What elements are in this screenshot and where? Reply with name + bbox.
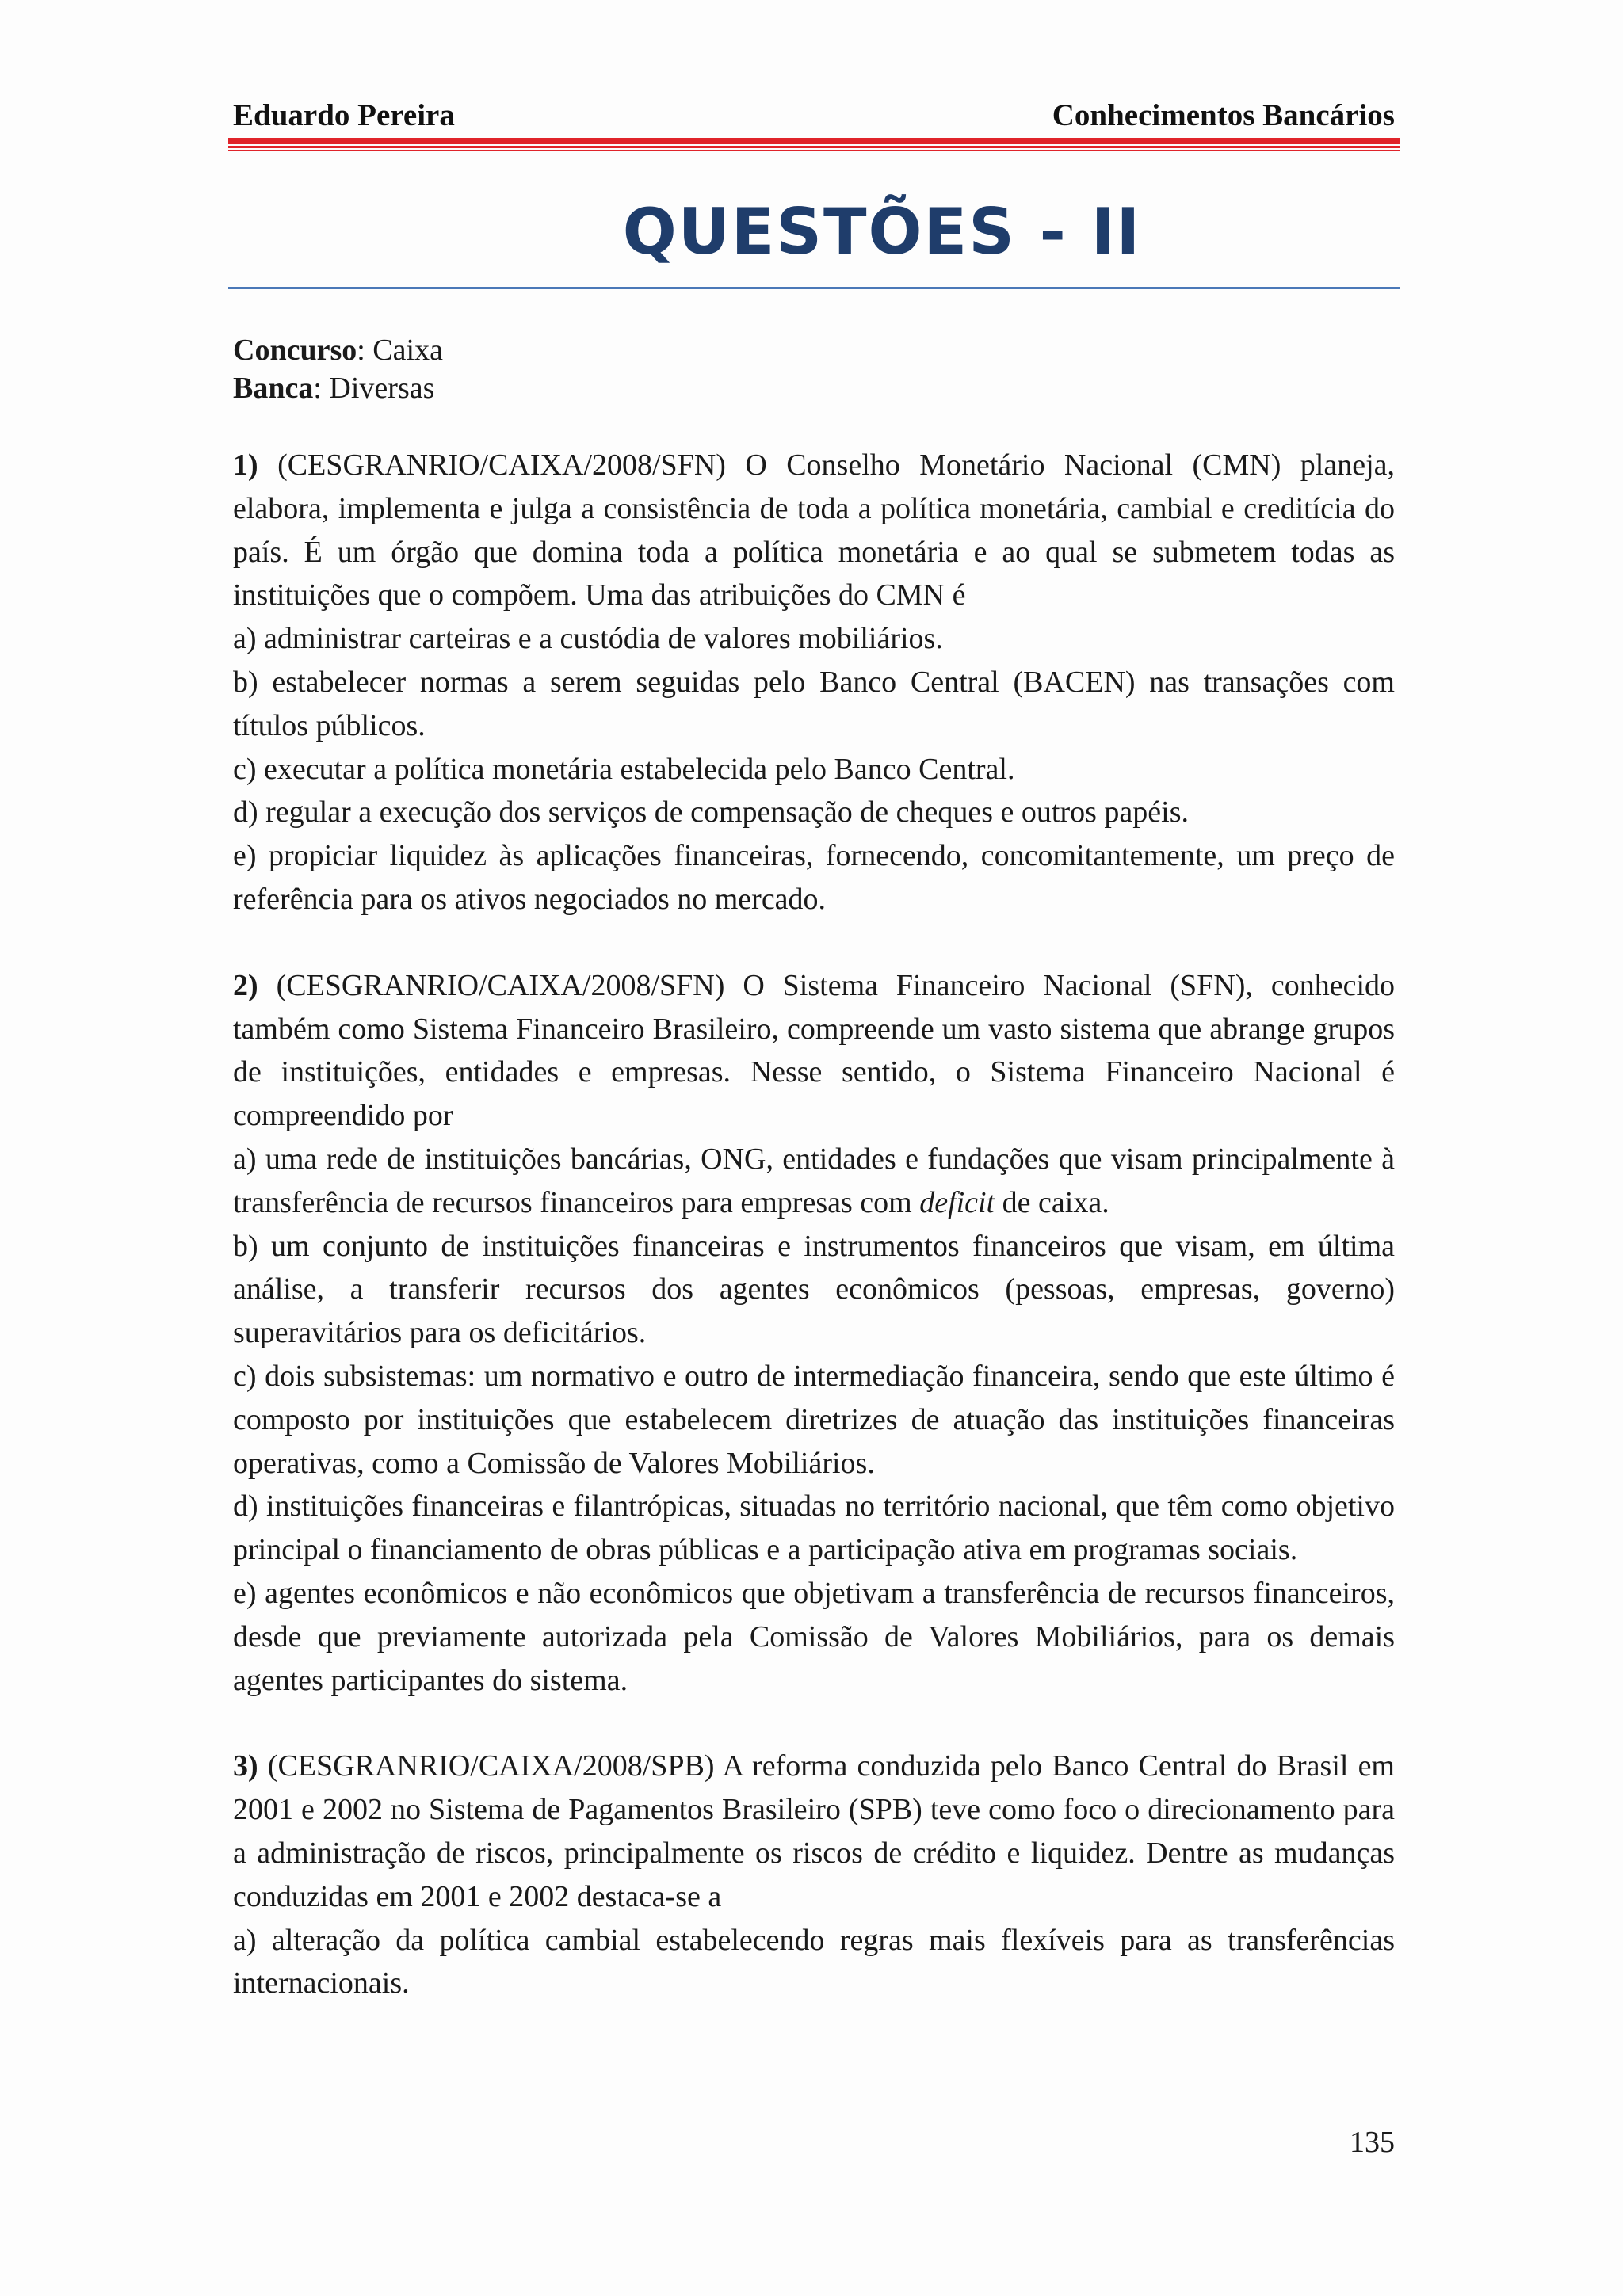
header-rule-thick bbox=[228, 138, 1400, 144]
option-c: c) executar a política monetária estabelecida pelo Banco Central. bbox=[233, 752, 1015, 786]
question-stem bbox=[233, 444, 1395, 617]
option-a-text: a) uma rede de instituições bancárias, ONG, entidades e fundações que visam principalmente à transferência de recursos financeiros para empresas com bbox=[233, 1142, 1395, 1219]
option-a-text-end: de caixa. bbox=[995, 1185, 1109, 1219]
banca-label: Banca bbox=[233, 372, 314, 405]
option-a: a) alteração da política cambial estabelecendo regras mais flexíveis para as transferências internacionais. bbox=[233, 1923, 1395, 2000]
option-a: a) administrar carteiras e a custódia de valores mobiliários. bbox=[233, 622, 943, 656]
page-number: 135 bbox=[1350, 2126, 1395, 2159]
option-c: c) dois subsistemas: um normativo e outro de intermediação financeira, sendo que este último é composto por instituições que estabelecem diretrizes de atuação das instituições financeiras operativas, como a Comissão de Valores Mobiliários. bbox=[233, 1359, 1395, 1480]
header-rule-thin bbox=[228, 150, 1400, 151]
option-e: e) propiciar liquidez às aplicações financeiras, fornecendo, concomitantemente, um preço de referência para os ativos negociados no mercado. bbox=[233, 839, 1395, 916]
question-stem bbox=[233, 1745, 1395, 1918]
question-stem bbox=[233, 964, 1395, 1138]
option-a bbox=[233, 1138, 1395, 1225]
question-text: (CESGRANRIO/CAIXA/2008/SPB) A reforma conduzida pelo Banco Central do Brasil em 2001 e 2002 no Sistema de Pagamentos Brasileiro (SPB) teve como foco o direcionamento para a administração de riscos, principalmente os riscos de crédito e liquidez. Dentre as mudanças conduzidas em 2001 e 2002 destaca-se a bbox=[233, 1749, 1395, 1913]
document-page bbox=[233, 0, 1395, 2296]
concurso-label: Concurso bbox=[233, 334, 357, 367]
page-title: QUESTÕES - II bbox=[622, 195, 1142, 269]
question-1 bbox=[233, 444, 1395, 921]
question-text: (CESGRANRIO/CAIXA/2008/SFN) O Sistema Financeiro Nacional (SFN), conhecido também como Sistema Financeiro Brasileiro, compreende um vasto sistema que abrange grupos de instituições, entidades e empresas. Nesse sentido, o Sistema Financeiro Nacional é compreendido por bbox=[233, 968, 1395, 1133]
question-number: 1) bbox=[233, 448, 258, 482]
header-author: Eduardo Pereira bbox=[233, 98, 455, 132]
question-number: 2) bbox=[233, 968, 258, 1002]
option-a-italic: deficit bbox=[919, 1185, 995, 1219]
header-rule-mid bbox=[228, 146, 1400, 148]
option-e: e) agentes econômicos e não econômicos que objetivam a transferência de recursos financeiros, desde que previamente autorizada pela Comissão de Valores Mobiliários, para os demais agentes participantes do sistema. bbox=[233, 1576, 1395, 1697]
concurso-line: Concurso: Caixa bbox=[233, 334, 443, 367]
page-header bbox=[233, 93, 1395, 138]
option-d: d) regular a execução dos serviços de compensação de cheques e outros papéis. bbox=[233, 795, 1189, 830]
option-d: d) instituições financeiras e filantrópicas, situadas no território nacional, que têm como objetivo principal o financiamento de obras públicas e a participação ativa em programas sociais. bbox=[233, 1489, 1395, 1567]
concurso-value: Caixa bbox=[372, 334, 443, 367]
question-3 bbox=[233, 1745, 1395, 2005]
question-2 bbox=[233, 964, 1395, 1703]
option-b: b) um conjunto de instituições financeiras e instrumentos financeiros que visam, em última análise, a transferir recursos dos agentes econômicos (pessoas, empresas, governo) superavitários para os deficitários. bbox=[233, 1229, 1395, 1350]
banca-value: Diversas bbox=[329, 372, 435, 405]
question-text: (CESGRANRIO/CAIXA/2008/SFN) O Conselho Monetário Nacional (CMN) planeja, elabora, implementa e julga a consistência de toda a política monetária, cambial e creditícia do país. É um órgão que domina toda a política monetária e ao qual se submetem todas as instituições que o compõem. Uma das atribuições do CMN é bbox=[233, 448, 1396, 612]
title-rule bbox=[228, 287, 1400, 289]
questions-list bbox=[233, 444, 1395, 2048]
header-subject: Conhecimentos Bancários bbox=[1052, 98, 1395, 132]
banca-line: Banca: Diversas bbox=[233, 372, 435, 405]
exam-meta bbox=[233, 331, 443, 407]
option-b: b) estabelecer normas a serem seguidas pelo Banco Central (BACEN) nas transações com títulos públicos. bbox=[233, 665, 1395, 742]
question-number: 3) bbox=[233, 1749, 258, 1783]
